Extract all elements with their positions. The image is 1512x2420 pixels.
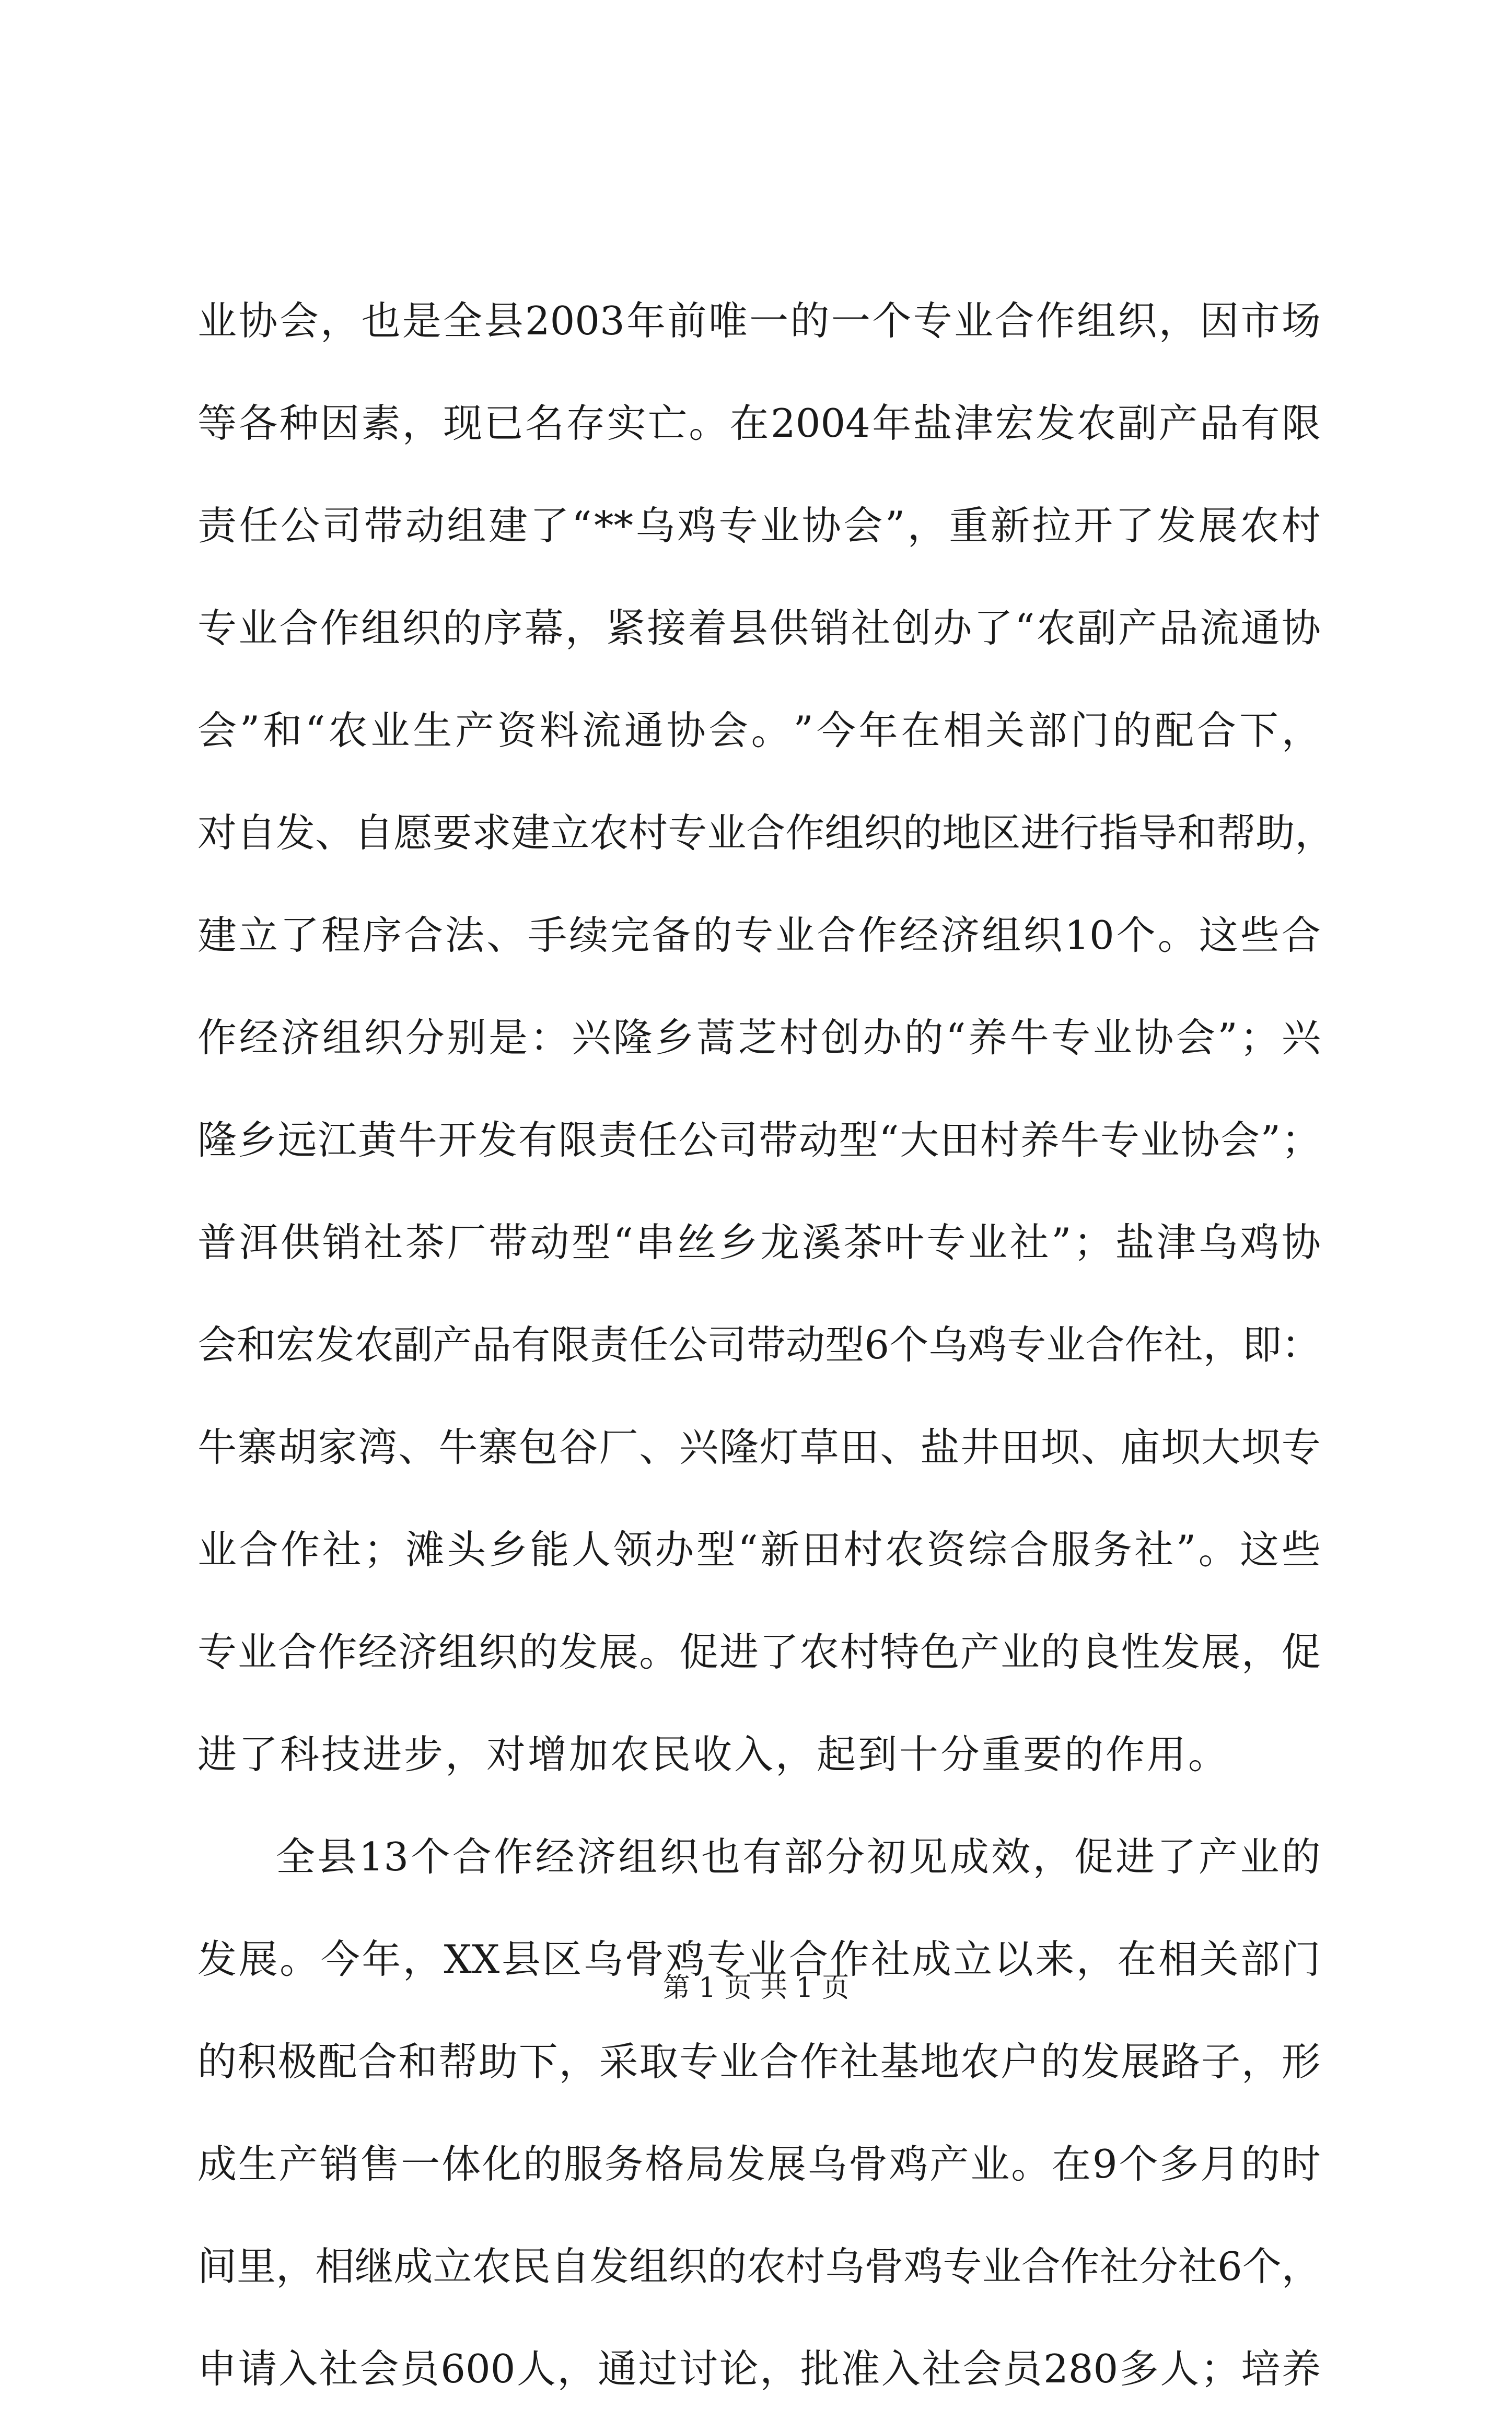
text-line: 等 各 种 因 素 ， 现 已 名 存 实 亡 。 在 2004 年 盐 津 宏 发 农 副 产 品 有 限 [197,400,1321,446]
text-line: 业 合 作 社 ； 滩 头 乡 能 人 领 办 型 “ 新 田 村 农 资 综 合 服 务 社 ” 。 这 些 [197,1527,1321,1573]
text-line: 作 经 济 组 织 分 别 是 ： 兴 隆 乡 蒿 芝 村 创 办 的 “ 养 牛 专 业 协 会 ” ； 兴 [197,1015,1321,1061]
text-line: 间 里 ， 相 继 成 立 农 民 自 发 组 织 的 农 村 乌 骨 鸡 专 业 合 作 社 分 社 6 个 ， [197,2243,1321,2289]
text-line: 会 ” 和 “ 农 业 生 产 资 料 流 通 协 会 。 ” 今 年 在 相 关 部 门 的 配 合 下 ， [197,707,1321,753]
text-line: 责 任 公 司 带 动 组 建 了 “ ** 乌 鸡 专 业 协 会 ” ， 重 新 拉 开 了 发 展 农 村 [197,503,1321,549]
text-line: 牛 寨 胡 家 湾 、 牛 寨 包 谷 厂 、 兴 隆 灯 草 田 、 盐 井 田 坝 、 庙 坝 大 坝 专 [197,1424,1321,1470]
text-line: 会 和 宏 发 农 副 产 品 有 限 责 任 公 司 带 动 型 6 个 乌 鸡 专 业 合 作 社 ， 即 ： [197,1322,1321,1368]
text-line: 发 展 。 今 年 ， XX 县 区 乌 骨 鸡 专 业 合 作 社 成 立 以 来 ， 在 相 关 部 门 [197,1936,1321,1982]
paragraph-end-line: 进了科技进步，对增加农民收入，起到十分重要的作用。 [197,1731,1230,1777]
document-body [197,270,1334,2420]
text-line: 专 业 合 作 组 织 的 序 幕 ， 紧 接 着 县 供 销 社 创 办 了 “ 农 副 产 品 流 通 协 [197,605,1321,651]
text-line: 对 自 发 、 自 愿 要 求 建 立 农 村 专 业 合 作 组 织 的 地 区 进 行 指 导 和 帮 助 ， [197,810,1334,856]
text-line: 建 立 了 程 序 合 法 、 手 续 完 备 的 专 业 合 作 经 济 组 织 10 个 。 这 些 合 [197,912,1321,958]
paragraph-first-line: 全 县 13 个 合 作 经 济 组 织 也 有 部 分 初 见 成 效 ， 促 进 了 产 业 的 [276,1834,1321,1880]
text-line: 的 积 极 配 合 和 帮 助 下 ， 采 取 专 业 合 作 社 基 地 农 户 的 发 展 路 子 ， 形 [197,2039,1321,2085]
page-number-footer: 第 1 页 共 1 页 [662,1972,850,2004]
text-line: 成 生 产 销 售 一 体 化 的 服 务 格 局 发 展 乌 骨 鸡 产 业 。 在 9 个 多 月 的 时 [197,2141,1321,2187]
text-line: 普 洱 供 销 社 茶 厂 带 动 型 “ 串 丝 乡 龙 溪 茶 叶 专 业 社 ” ； 盐 津 乌 鸡 协 [197,1219,1321,1265]
text-line: 申 请 入 社 会 员 600 人 ， 通 过 讨 论 ， 批 准 入 社 会 员 280 多 人 ； 培 养 [197,2346,1321,2392]
text-line: 业 协 会 ， 也 是 全 县 2003 年 前 唯 一 的 一 个 专 业 合 作 组 织 ， 因 市 场 [197,298,1321,344]
text-line: 隆 乡 远 江 黄 牛 开 发 有 限 责 任 公 司 带 动 型 “ 大 田 村 养 牛 专 业 协 会 ” ； [197,1117,1321,1163]
text-line: 专 业 合 作 经 济 组 织 的 发 展 。 促 进 了 农 村 特 色 产 业 的 良 性 发 展 ， 促 [197,1629,1321,1675]
